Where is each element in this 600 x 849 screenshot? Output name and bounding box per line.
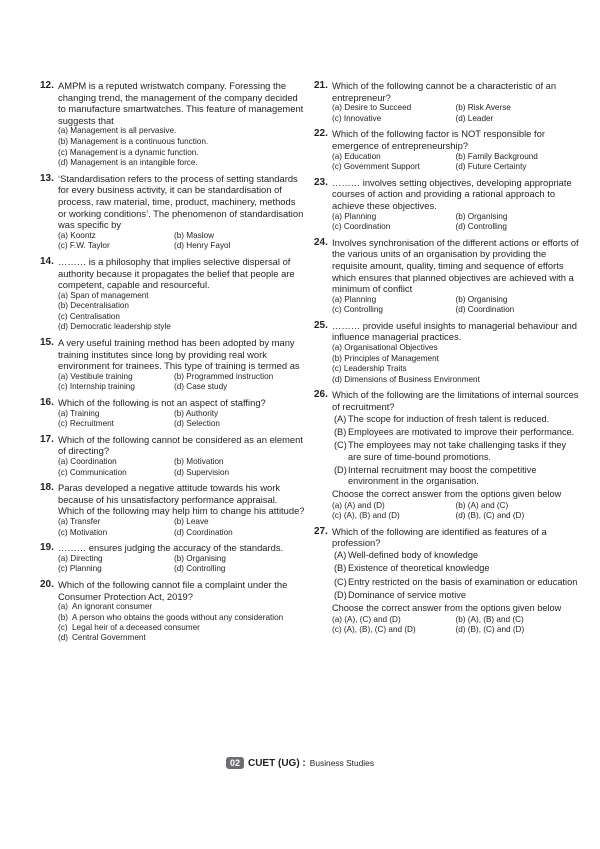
question-number: 13.	[40, 172, 54, 184]
page-footer	[0, 757, 600, 769]
statement-text: Existence of theoretical knowledge	[348, 563, 490, 574]
option-list	[58, 517, 305, 538]
option-item: (d) Case study	[174, 382, 228, 392]
statement-item	[332, 550, 579, 561]
answer-instruction: Choose the correct answer from the options given below	[332, 603, 562, 614]
statement-label: (A)	[334, 550, 347, 561]
question-stem: ……… involves setting objectives, developing appropriate courses of action and providing a rational approach to achieve these objectives.	[332, 176, 572, 211]
option-item: (d) Democratic leadership style	[58, 322, 171, 332]
question-number: 14.	[40, 255, 54, 267]
question-stem: Which of the following is not an aspect of staffing?	[58, 397, 266, 409]
question-number: 27.	[314, 525, 328, 537]
statement-item	[332, 440, 579, 463]
option-list	[58, 126, 305, 168]
statement-list	[332, 550, 579, 601]
right-column	[314, 80, 579, 640]
answer-instruction: Choose the correct answer from the options given below	[332, 489, 562, 500]
question-item	[314, 526, 579, 636]
option-item: (d) Selection	[174, 419, 220, 429]
question-item	[40, 542, 305, 575]
page-number-badge: 02	[226, 757, 244, 769]
option-item: (a) (A), (C) and (D)	[332, 614, 401, 624]
option-item: (c) Government Support	[332, 162, 420, 172]
option-list	[332, 501, 579, 522]
option-item: (a) Organisational Objectives	[332, 343, 438, 353]
question-number: 15.	[40, 337, 54, 349]
option-list	[332, 343, 579, 385]
option-item: (a) Planning	[332, 211, 377, 221]
question-number: 21.	[314, 80, 328, 91]
statement-text: Dominance of service motive	[348, 589, 466, 600]
option-item: (c) Leadership Traits	[332, 364, 407, 374]
option-text: Legal heir of a deceased consumer	[72, 622, 200, 632]
statement-item	[332, 414, 579, 425]
question-number: 22.	[314, 128, 328, 140]
option-item: (d) Future Certainty	[455, 162, 527, 172]
option-item: (a) Coordination	[58, 457, 117, 466]
statement-text: Entry restricted on the basis of examination or education	[348, 576, 578, 587]
option-item: (b) Organising	[174, 553, 226, 563]
option-item: (d) Supervision	[174, 467, 230, 477]
option-list	[58, 602, 305, 644]
option-label: (c)	[58, 622, 68, 632]
statement-label: (A)	[334, 413, 347, 424]
option-item: (c) Controlling	[332, 305, 383, 315]
option-item: (c) Planning	[58, 564, 102, 574]
exam-brand: CUET (UG) :	[247, 757, 306, 769]
option-item: (a) Directing	[58, 553, 103, 563]
option-item: (a) Desire to Succeed	[332, 103, 412, 113]
option-item: (b) Risk Averse	[455, 103, 511, 113]
option-item: (a) Vestibule training	[58, 371, 133, 381]
question-number: 23.	[314, 176, 328, 188]
question-stem: Which of the following are the limitations of internal sources of recruitment?	[332, 389, 579, 413]
option-item: (c) Communication	[58, 467, 127, 477]
option-list	[58, 291, 305, 333]
statement-text: Employees are motivated to improve their performance.	[348, 426, 575, 437]
option-item: (a) Management is all pervasive.	[58, 126, 177, 136]
option-list	[332, 212, 579, 233]
question-item	[314, 80, 579, 124]
statement-label: (C)	[334, 576, 347, 587]
question-number: 25.	[314, 319, 328, 331]
option-item: (b) Decentralisation	[58, 301, 129, 311]
option-item: (b) Organising	[455, 211, 508, 221]
option-label: (b)	[58, 612, 69, 622]
question-item	[314, 177, 579, 233]
question-number: 18.	[40, 482, 54, 494]
statement-label: (B)	[334, 426, 347, 437]
option-item: (c) (A), (B) and (D)	[332, 511, 400, 521]
question-number: 12.	[40, 80, 54, 91]
option-item: (b) Authority	[174, 408, 219, 418]
statement-text: The employees may not take challenging tasks if they are sure of time-bound promotions.	[348, 440, 567, 462]
option-item: (d) (B), (C) and (D)	[455, 625, 525, 635]
option-item: (c) Coordination	[332, 222, 391, 232]
statement-item	[332, 465, 579, 488]
question-number: 19.	[40, 542, 54, 554]
option-item: (d) Dimensions of Business Environment	[332, 374, 480, 384]
statement-text: Well-defined body of knowledge	[348, 550, 479, 561]
option-item	[58, 613, 305, 623]
subject-name: Business Studies	[309, 758, 375, 768]
option-item: (d) Controlling	[174, 564, 226, 574]
option-list	[332, 152, 579, 173]
question-stem: ……… provide useful insights to managerial behaviour and influence managerial practices.	[332, 319, 577, 343]
statement-text: Internal recruitment may boost the competitive environment in the organisation.	[348, 464, 537, 487]
option-item: (b) Principles of Management	[332, 353, 439, 363]
option-list	[58, 554, 305, 575]
option-item: (a) (A) and (D)	[332, 500, 385, 510]
question-item	[314, 389, 579, 521]
option-item: (c) F.W. Taylor	[58, 241, 110, 251]
question-stem: A very useful training method has been adopted by many training institutes since long by providing real work environment for trainees. This type of training is termed as	[58, 337, 300, 372]
left-column	[40, 80, 305, 648]
option-item: (c) Centralisation	[58, 311, 120, 321]
option-label: (a)	[58, 602, 69, 612]
question-stem: Which of the following cannot be considered as an element of directing?	[58, 433, 303, 457]
option-list	[58, 409, 305, 430]
option-item: (c) (A), (B), (C) and (D)	[332, 625, 416, 635]
statement-item	[332, 577, 579, 588]
question-number: 20.	[40, 578, 54, 590]
question-item	[40, 434, 305, 478]
option-item: (c) Management is a dynamic function.	[58, 147, 199, 157]
option-item: (a) Transfer	[58, 516, 101, 526]
question-item	[40, 173, 305, 252]
question-stem: Paras developed a negative attitude towards his work because of his unsatisfactory performance appraisal. Which of the following may help him to change his attitude?	[58, 482, 305, 517]
question-number: 17.	[40, 433, 54, 445]
question-stem: ‘Standardisation refers to the process of setting standards for every business activity, it can be standardisation of process, raw material, time, product, machinery, methods or working conditions’. The phenomenon of standardisation was specific by	[58, 172, 304, 231]
option-list	[332, 295, 579, 316]
option-item: (d) Coordination	[455, 305, 515, 315]
question-stem: ……… is a philosophy that implies selective dispersal of authority because it propagates the belief that people are competent, capable and resourceful.	[58, 255, 295, 291]
question-stem: Which of the following cannot file a complaint under the Consumer Protection Act, 2019?	[58, 578, 288, 602]
option-item: (b) Programmed instruction	[174, 371, 274, 381]
option-item: (a) Koontz	[58, 230, 96, 240]
option-item: (c) Internship training	[58, 382, 135, 392]
question-number: 26.	[314, 389, 328, 401]
statement-text: The scope for induction of fresh talent is reduced.	[348, 413, 550, 424]
option-item: (c) Motivation	[58, 527, 108, 537]
option-item: (a) Education	[332, 151, 381, 161]
option-item	[58, 633, 305, 643]
option-item: (a) Training	[58, 408, 100, 418]
option-item: (a) Span of management	[58, 290, 149, 300]
option-item	[58, 602, 305, 612]
statement-label: (B)	[334, 563, 347, 574]
option-list	[58, 457, 305, 478]
option-item: (b) Leave	[174, 516, 209, 526]
option-item: (d) Coordination	[174, 527, 233, 537]
question-item	[314, 237, 579, 316]
question-number: 24.	[314, 236, 328, 248]
option-item: (b) Family Background	[455, 151, 538, 161]
option-item: (d) Controlling	[455, 222, 507, 232]
option-item: (b) Motivation	[174, 457, 224, 466]
option-item: (c) Innovative	[332, 113, 382, 123]
option-text: An ignorant consumer	[72, 602, 153, 612]
statement-label: (D)	[334, 589, 347, 600]
statement-item	[332, 563, 579, 574]
option-item: (d) Management is an intangible force.	[58, 158, 198, 168]
option-item: (b) Management is a continuous function.	[58, 136, 209, 146]
option-list	[332, 103, 579, 124]
question-item	[40, 256, 305, 333]
question-item	[40, 482, 305, 538]
statement-label: (D)	[334, 464, 347, 475]
option-item: (b) (A) and (C)	[455, 500, 509, 510]
question-stem: Which of the following factor is NOT responsible for emergence of entrepreneurship?	[332, 128, 545, 151]
question-stem: Which of the following are identified as features of a profession?	[332, 525, 547, 549]
option-item: (a) Planning	[332, 294, 377, 304]
option-item: (b) Maslow	[174, 230, 215, 240]
option-text: A person who obtains the goods without any consideration	[72, 612, 284, 622]
question-item	[314, 320, 579, 386]
question-item	[40, 579, 305, 644]
option-item: (d) Leader	[455, 113, 494, 123]
statement-item	[332, 427, 579, 438]
option-list	[58, 231, 305, 252]
option-list	[332, 615, 579, 636]
statement-item	[332, 590, 579, 601]
option-item: (b) Organising	[455, 294, 508, 304]
question-item	[40, 397, 305, 430]
option-item	[58, 623, 305, 633]
statement-list	[332, 414, 579, 488]
option-list	[58, 372, 305, 393]
question-stem: ……… ensures judging the accuracy of the standards.	[58, 542, 284, 554]
question-item	[314, 128, 579, 172]
option-text: Central Government	[72, 633, 146, 643]
question-stem: Which of the following cannot be a characteristic of an entrepreneur?	[332, 80, 557, 103]
question-stem: AMPM is a reputed wristwatch company. Foressing the changing trend, the management of the company decided to manufacture smartwatches. This feature of management suggests that	[58, 80, 304, 126]
question-item	[40, 80, 305, 169]
option-label: (d)	[58, 633, 69, 643]
question-stem: Involves synchronisation of the different actions or efforts of the various units of an organisation by providing the requisite amount, quality, timing and sequence of efforts which ensures that planned objectives are achieved with a minimum of conflict	[332, 236, 579, 295]
option-item: (b) (A), (B) and (C)	[455, 614, 524, 624]
question-number: 16.	[40, 397, 54, 409]
statement-label: (C)	[334, 440, 347, 451]
option-item: (d) Henry Fayol	[174, 241, 231, 251]
option-item: (c) Recruitment	[58, 419, 114, 429]
option-item: (d) (B), (C) and (D)	[455, 511, 525, 521]
question-item	[40, 337, 305, 393]
